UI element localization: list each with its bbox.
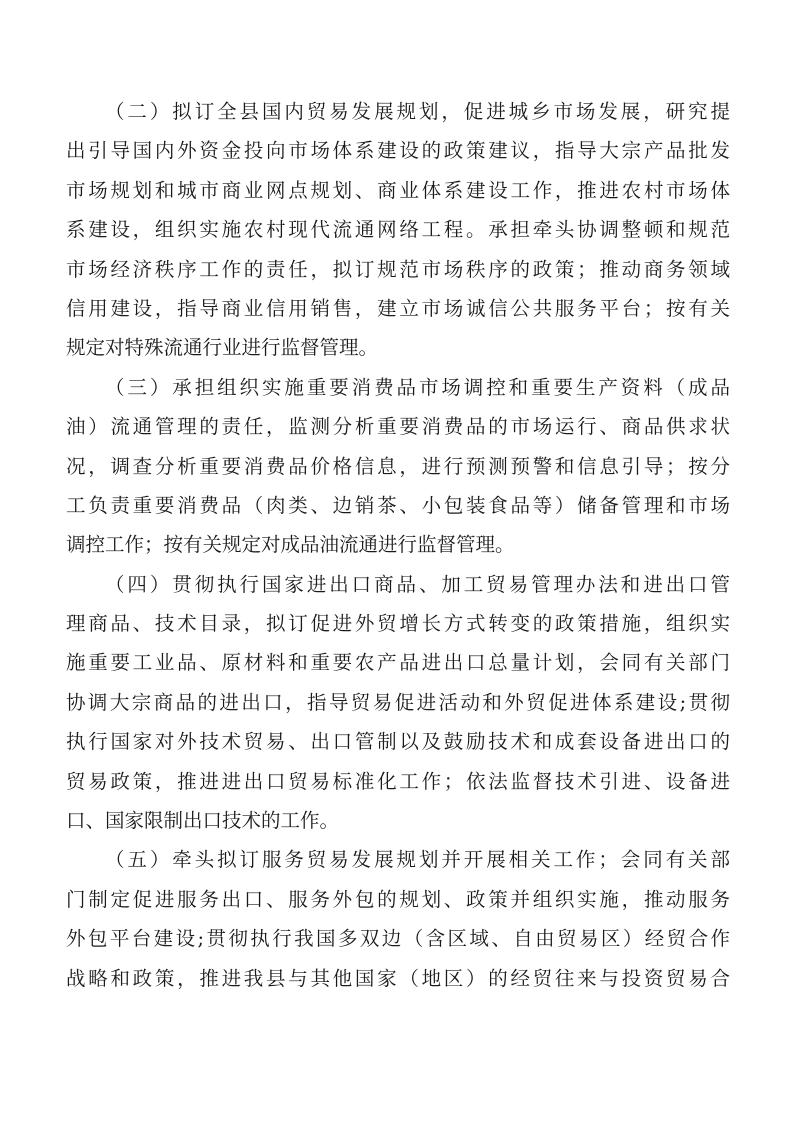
paragraph-line: 系建设，组织实施农村现代流通网络工程。承担牵头协调整顿和规范 xyxy=(66,218,730,242)
paragraph-line: 门制定促进服务出口、服务外包的规划、政策并组织实施，推动服务 xyxy=(66,887,730,911)
paragraph-line: 市场规划和城市商业网点规划、商业体系建设工作，推进农村市场体 xyxy=(66,178,730,202)
paragraph-line: 市场经济秩序工作的责任，拟订规范市场秩序的政策；推动商务领域 xyxy=(66,257,730,281)
paragraph-line: 贸易政策，推进进出口贸易标准化工作；依法监督技术引进、设备进 xyxy=(66,769,730,793)
paragraph-line: 油）流通管理的责任，监测分析重要消费品的市场运行、商品供求状 xyxy=(66,415,730,439)
paragraph-section-3 xyxy=(66,368,730,565)
paragraph-line: （三）承担组织实施重要消费品市场调控和重要生产资料（成品 xyxy=(105,375,730,399)
paragraph-line: （四）贯彻执行国家进出口商品、加工贸易管理办法和进出口管 xyxy=(105,572,730,596)
paragraph-section-4 xyxy=(66,565,730,841)
paragraph-line: 况，调查分析重要消费品价格信息，进行预测预警和信息引导；按分 xyxy=(66,454,730,478)
paragraph-line: 调控工作；按有关规定对成品油流通进行监督管理。 xyxy=(66,533,515,557)
paragraph-line: （二）拟订全县国内贸易发展规划，促进城乡市场发展，研究提 xyxy=(105,100,730,123)
paragraph-line: 规定对特殊流通行业进行监督管理。 xyxy=(66,336,379,360)
paragraph-line: 信用建设，指导商业信用销售，建立市场诚信公共服务平台；按有关 xyxy=(66,296,730,320)
paragraph-line: （五）牵头拟订服务贸易发展规划并开展相关工作；会同有关部 xyxy=(105,848,730,872)
paragraph-line: 执行国家对外技术贸易、出口管制以及鼓励技术和成套设备进出口的 xyxy=(66,730,730,754)
paragraph-line: 理商品、技术目录，拟订促进外贸增长方式转变的政策措施，组织实 xyxy=(66,612,730,636)
paragraph-section-5 xyxy=(66,840,730,998)
paragraph-line: 工负责重要消费品（肉类、边销茶、小包装食品等）储备管理和市场 xyxy=(66,493,730,517)
document-body xyxy=(66,92,730,998)
paragraph-section-2 xyxy=(66,92,730,368)
paragraph-line: 口、国家限制出口技术的工作。 xyxy=(66,809,340,833)
paragraph-line: 外包平台建设;贯彻执行我国多双边（含区域、自由贸易区）经贸合作 xyxy=(66,927,730,951)
paragraph-line: 施重要工业品、原材料和重要农产品进出口总量计划，会同有关部门 xyxy=(66,651,730,675)
paragraph-line: 出引导国内外资金投向市场体系建设的政策建议，指导大宗产品批发 xyxy=(66,139,730,163)
paragraph-line: 协调大宗商品的进出口，指导贸易促进活动和外贸促进体系建设;贯彻 xyxy=(66,690,730,714)
paragraph-line: 战略和政策，推进我县与其他国家（地区）的经贸往来与投资贸易合 xyxy=(66,966,730,990)
